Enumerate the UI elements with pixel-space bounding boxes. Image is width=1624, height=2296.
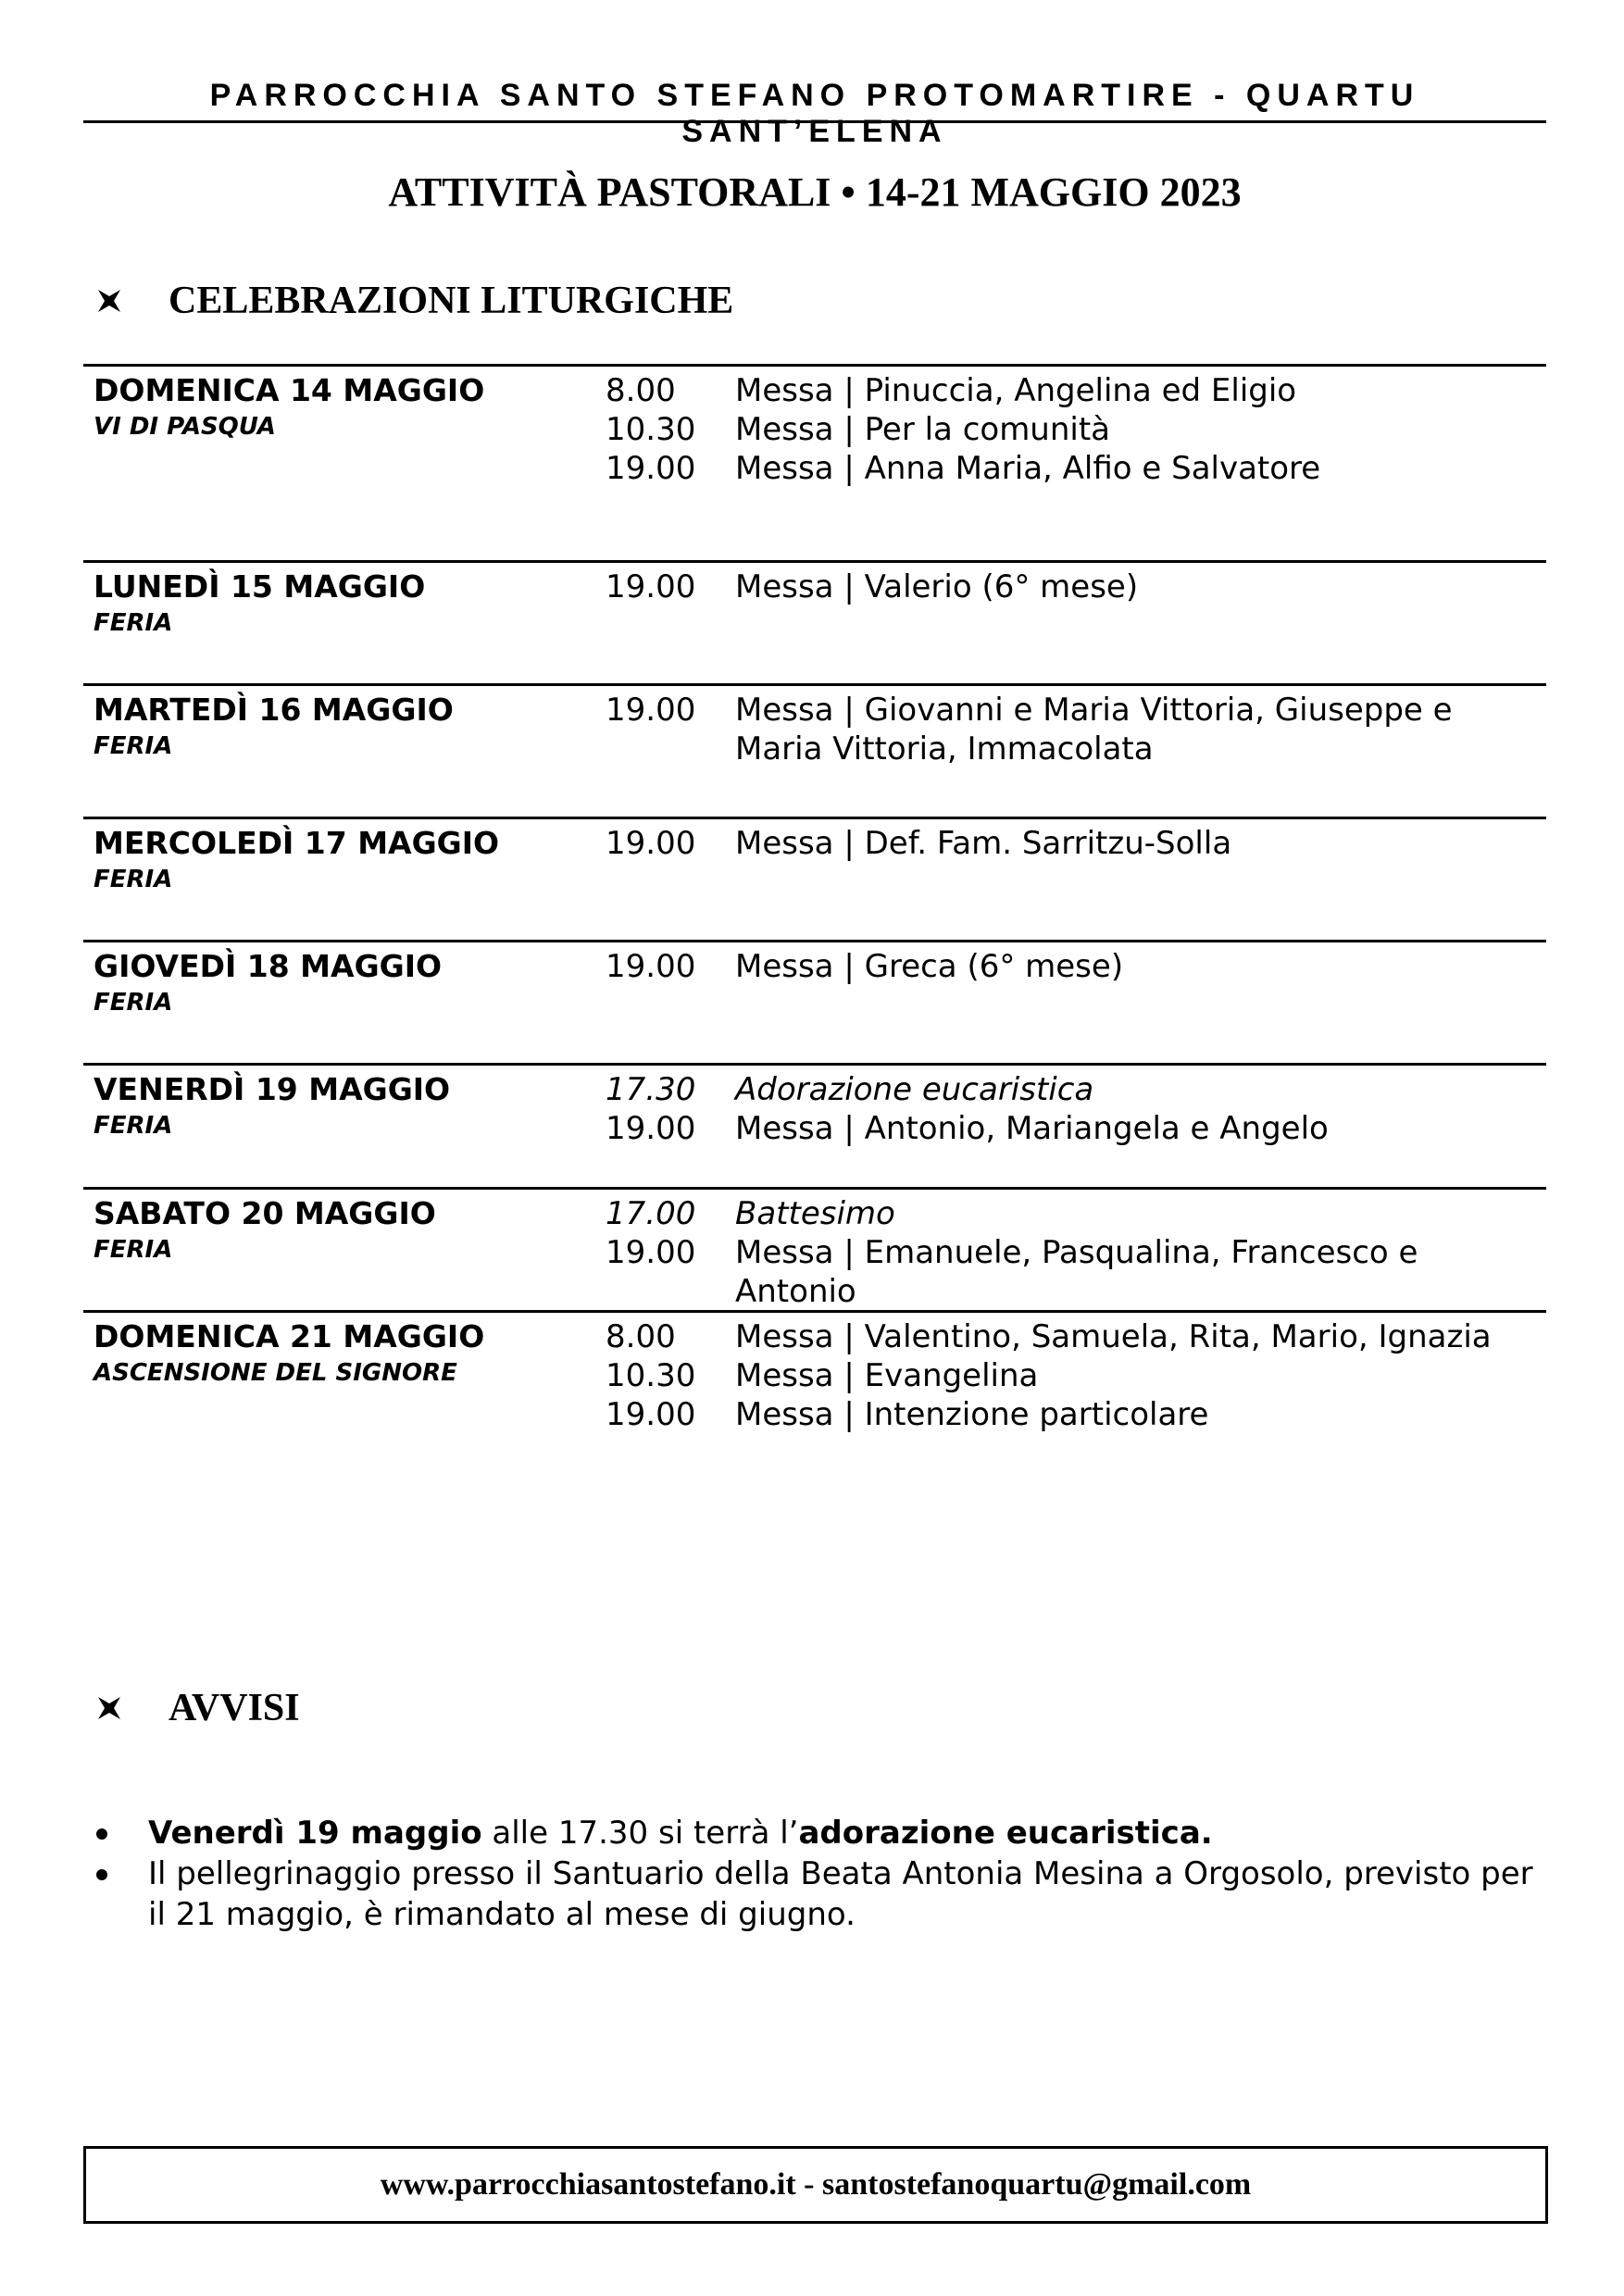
- event-type: Messa: [735, 948, 834, 985]
- day-liturgical-subtitle: FERIA: [94, 732, 173, 760]
- event-intent: Pinuccia, Angelina ed Eligio: [864, 372, 1297, 409]
- event-type: Messa: [735, 1396, 834, 1433]
- event-row: [606, 568, 1546, 606]
- event-time: 10.30: [606, 1357, 696, 1394]
- event-intent: Valentino, Samuela, Rita, Mario, Ignazia: [864, 1318, 1492, 1355]
- notice-item: [83, 1813, 1546, 1853]
- day-events: [606, 568, 1546, 606]
- event-intent: Giovanni e Maria Vittoria, Giuseppe e Maria Vittoria, Immacolata: [735, 692, 1453, 767]
- event-row: [606, 1233, 1546, 1311]
- day-liturgical-subtitle: FERIA: [94, 609, 173, 637]
- footer-contacts: [83, 2146, 1548, 2224]
- event-time: 19.00: [606, 1110, 696, 1147]
- event-time: 17.00: [606, 1195, 696, 1232]
- event-separator: |: [843, 1318, 855, 1355]
- day-events: [606, 1317, 1546, 1434]
- event-time: 8.00: [606, 372, 676, 409]
- day-block: [83, 1310, 1546, 1470]
- event-intent: Per la comunità: [864, 411, 1111, 448]
- event-separator: |: [843, 372, 855, 409]
- day-name: MERCOLEDÌ 17 MAGGIO: [94, 825, 500, 861]
- notice-item: [83, 1853, 1546, 1935]
- event-row: [606, 449, 1546, 488]
- day-name: MARTEDÌ 16 MAGGIO: [94, 692, 454, 728]
- event-separator: |: [843, 450, 855, 487]
- event-type: Messa: [735, 568, 834, 605]
- event-intent: Antonio, Mariangela e Angelo: [864, 1110, 1329, 1147]
- event-time: 19.00: [606, 1396, 696, 1433]
- email-link[interactable]: santostefanoquartu@gmail.com: [822, 2167, 1252, 2202]
- website-link[interactable]: www.parrocchiasantostefano.it: [380, 2167, 796, 2202]
- event-row: [606, 691, 1546, 768]
- event-separator: |: [843, 411, 855, 448]
- event-row: [606, 410, 1546, 449]
- day-liturgical-subtitle: VI DI PASQUA: [94, 413, 276, 441]
- event-separator: |: [843, 1234, 855, 1271]
- event-intent: Def. Fam. Sarritzu-Solla: [864, 825, 1232, 862]
- day-liturgical-subtitle: FERIA: [94, 866, 173, 893]
- event-separator: |: [843, 1396, 855, 1433]
- event-row: [606, 1395, 1546, 1434]
- event-row: [606, 1317, 1546, 1356]
- day-block: [83, 1063, 1546, 1186]
- event-type: Messa: [735, 1234, 834, 1271]
- event-time: 19.00: [606, 1234, 696, 1271]
- event-type: Messa: [735, 372, 834, 409]
- event-time: 17.30: [606, 1071, 696, 1108]
- event-row: [606, 1194, 1546, 1233]
- day-block: [83, 683, 1546, 820]
- day-liturgical-subtitle: FERIA: [94, 989, 173, 1017]
- event-type: Adorazione eucaristica: [735, 1071, 1094, 1108]
- section-celebrazioni-label: CELEBRAZIONI LITURGICHE: [169, 280, 734, 322]
- header-rule: [83, 120, 1546, 123]
- day-name: SABATO 20 MAGGIO: [94, 1195, 436, 1231]
- event-time: 19.00: [606, 825, 696, 862]
- event-time: 19.00: [606, 450, 696, 487]
- event-intent: Valerio (6° mese): [864, 568, 1139, 605]
- day-block: [83, 940, 1546, 1063]
- event-separator: |: [843, 1110, 855, 1147]
- day-events: [606, 1070, 1546, 1148]
- event-separator: |: [843, 825, 855, 862]
- event-type: Messa: [735, 692, 834, 729]
- day-liturgical-subtitle: ASCENSIONE DEL SIGNORE: [94, 1359, 457, 1387]
- event-row: [606, 1070, 1546, 1109]
- event-row: [606, 1356, 1546, 1395]
- event-row: [606, 1109, 1546, 1148]
- day-block: [83, 560, 1546, 683]
- event-time: 19.00: [606, 948, 696, 985]
- event-row: [606, 947, 1546, 986]
- notice-date: Venerdì 19 maggio: [148, 1815, 482, 1852]
- day-events: [606, 947, 1546, 986]
- day-block: [83, 364, 1546, 561]
- section-avvisi-label: AVVISI: [169, 1687, 300, 1729]
- notice-text: Il pellegrinaggio presso il Santuario della Beata Antonia Mesina a Orgosolo, previsto per il 21 maggio, è rimandato al mese di giugno.: [148, 1855, 1533, 1933]
- event-time: 10.30: [606, 411, 696, 448]
- event-separator: |: [843, 1357, 855, 1394]
- notice-text: alle 17.30 si terrà l’: [481, 1815, 799, 1852]
- event-time: 8.00: [606, 1318, 676, 1355]
- event-intent: Intenzione particolare: [864, 1396, 1209, 1433]
- day-events: [606, 824, 1546, 863]
- day-events: [606, 1194, 1546, 1311]
- day-name: LUNEDÌ 15 MAGGIO: [94, 568, 426, 605]
- event-type: Messa: [735, 450, 834, 487]
- day-name: VENERDÌ 19 MAGGIO: [94, 1071, 451, 1107]
- parish-header: PARROCCHIA SANTO STEFANO PROTOMARTIRE - QUARTU SANT’ELENA: [209, 78, 1420, 149]
- quatrefoil-star-icon: [96, 1695, 122, 1721]
- day-block: [83, 1187, 1546, 1310]
- page-title: ATTIVITÀ PASTORALI • 14-21 MAGGIO 2023: [388, 169, 1242, 215]
- event-separator: |: [843, 568, 855, 605]
- event-time: 19.00: [606, 568, 696, 605]
- event-time: 19.00: [606, 692, 696, 729]
- event-intent: Evangelina: [864, 1357, 1039, 1394]
- event-type: Messa: [735, 1110, 834, 1147]
- day-name: DOMENICA 21 MAGGIO: [94, 1318, 485, 1354]
- event-type: Messa: [735, 1357, 834, 1394]
- day-events: [606, 371, 1546, 488]
- day-name: DOMENICA 14 MAGGIO: [94, 372, 485, 408]
- bullet: [96, 1828, 107, 1840]
- day-events: [606, 691, 1546, 768]
- quatrefoil-star-icon: [96, 288, 122, 314]
- footer-divider: -: [795, 2167, 822, 2202]
- event-row: [606, 371, 1546, 410]
- event-type: Messa: [735, 411, 834, 448]
- notice-highlight: adorazione eucaristica.: [798, 1815, 1213, 1852]
- notices-list: [83, 1813, 1546, 1935]
- event-separator: |: [843, 948, 855, 985]
- event-type: Messa: [735, 825, 834, 862]
- event-type: Messa: [735, 1318, 834, 1355]
- day-name: GIOVEDÌ 18 MAGGIO: [94, 948, 443, 984]
- day-liturgical-subtitle: FERIA: [94, 1236, 173, 1264]
- event-row: [606, 824, 1546, 863]
- event-type: Battesimo: [735, 1195, 895, 1232]
- bullet: [96, 1869, 107, 1880]
- day-block: [83, 817, 1546, 940]
- event-intent: Emanuele, Pasqualina, Francesco e Antonio: [735, 1234, 1418, 1310]
- event-separator: |: [843, 692, 855, 729]
- section-celebrazioni-heading: [96, 278, 733, 324]
- event-intent: Greca (6° mese): [864, 948, 1124, 985]
- day-liturgical-subtitle: FERIA: [94, 1112, 173, 1140]
- section-avvisi-heading: [96, 1685, 300, 1731]
- event-intent: Anna Maria, Alfio e Salvatore: [864, 450, 1321, 487]
